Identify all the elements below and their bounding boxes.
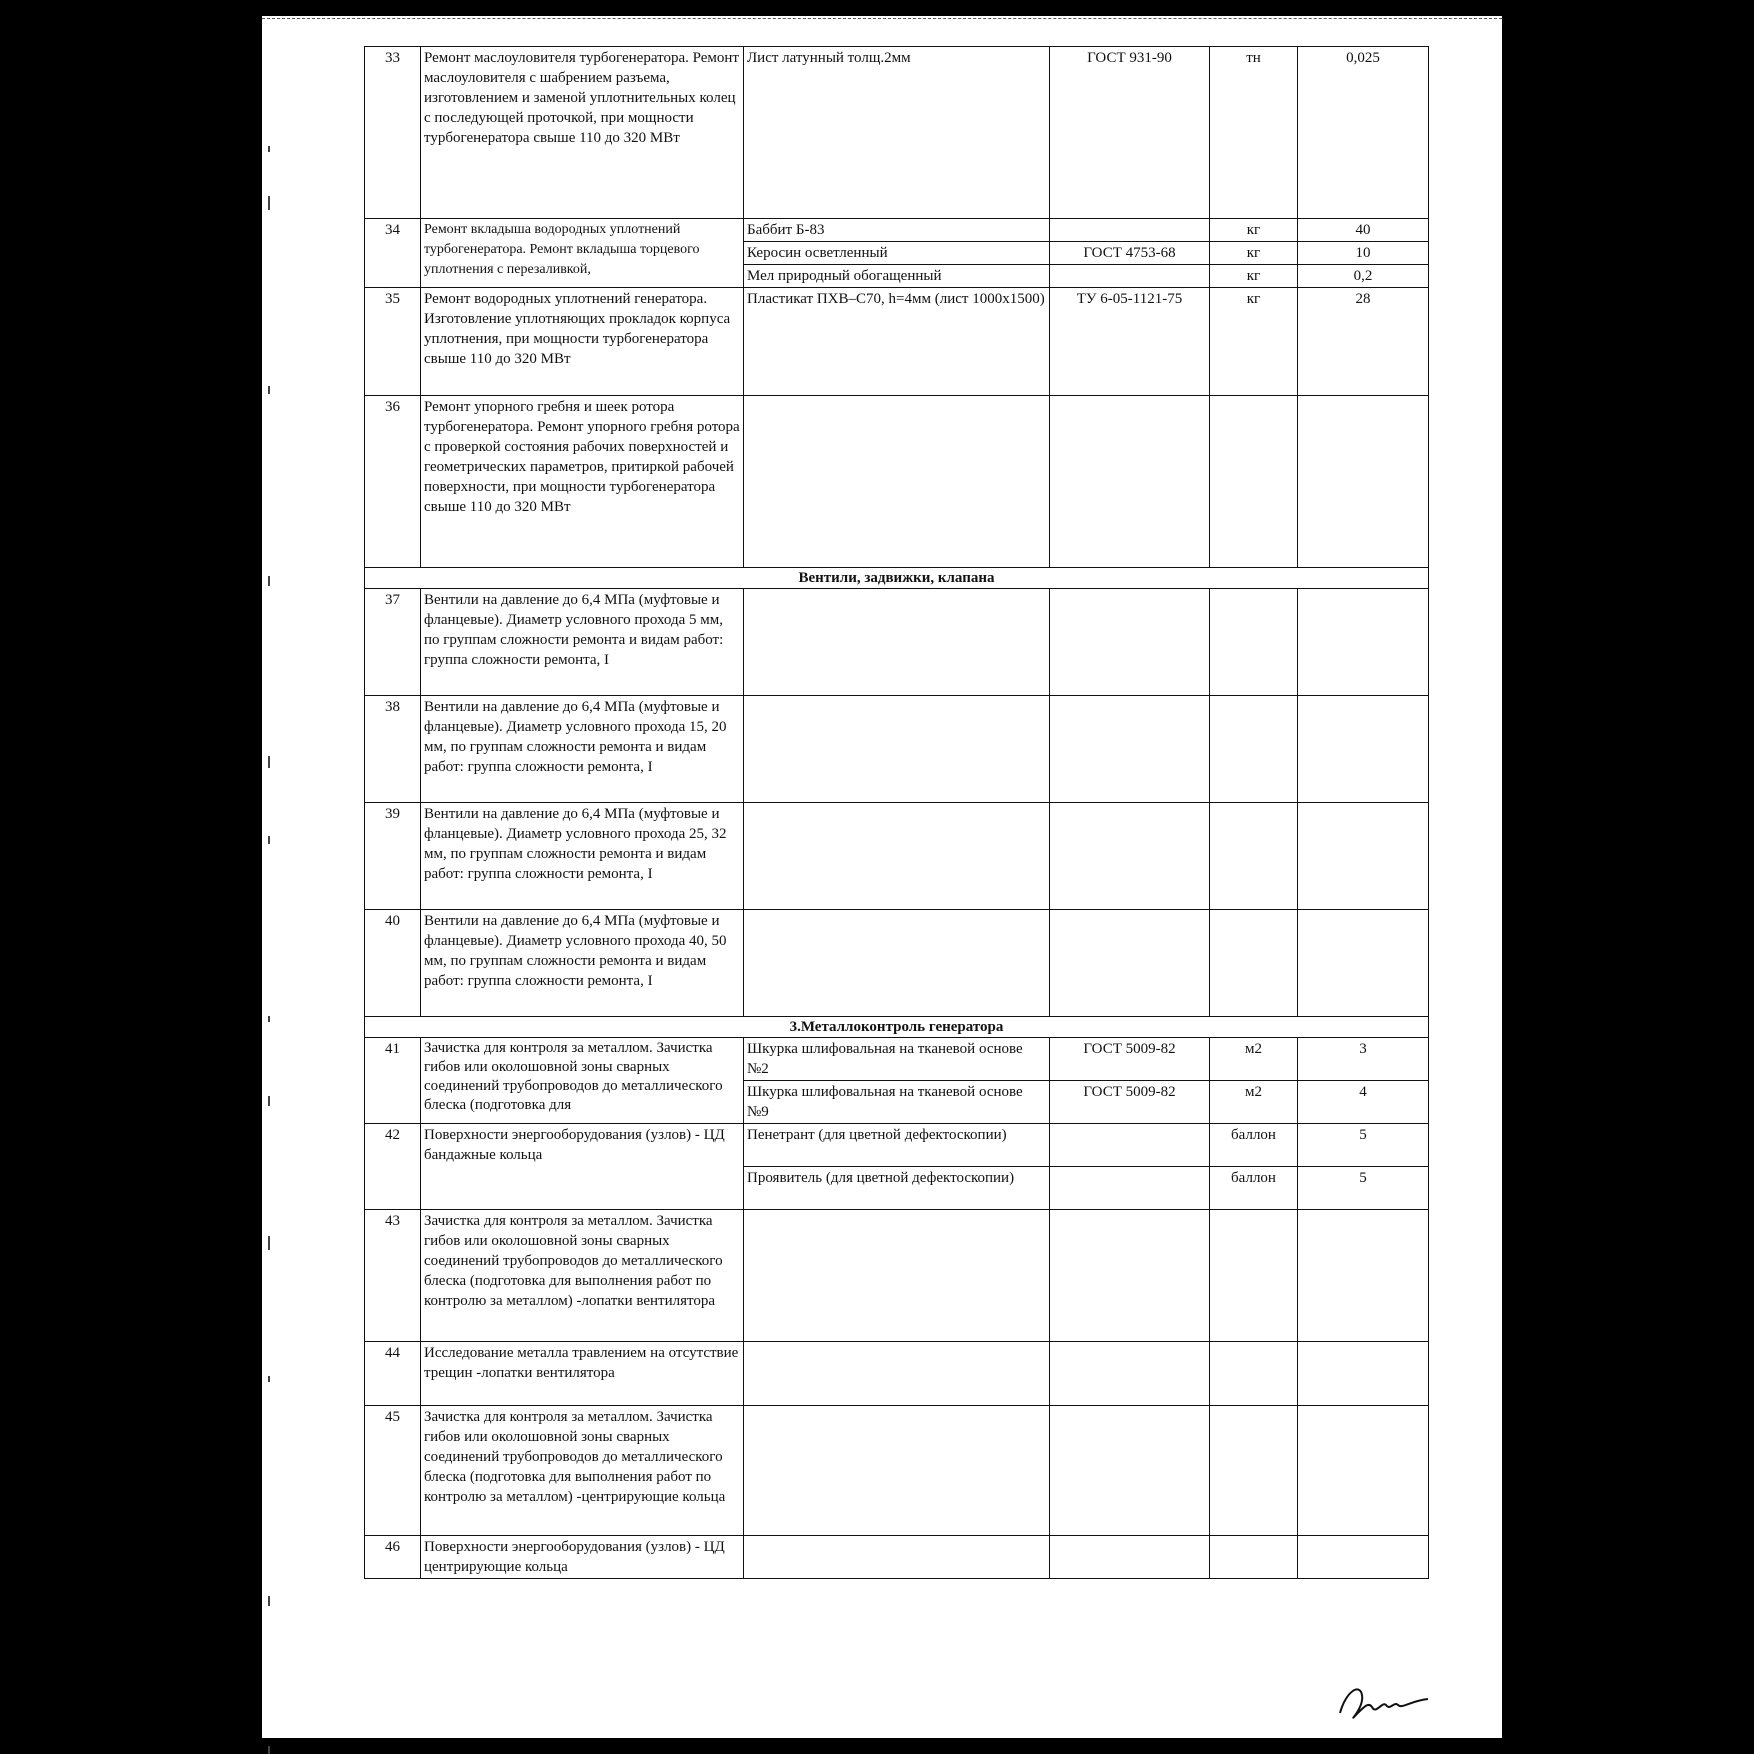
material-unit: м2: [1210, 1081, 1298, 1124]
work-description: Вентили на давление до 6,4 МПа (муфтовые и фланцевые). Диаметр условного прохода 40, 50 мм, по группам сложности ремонта и видам работ: группа сложности ремонта, I: [421, 910, 744, 1017]
row-number: 39: [365, 803, 421, 910]
material-standard: ГОСТ 5009-82: [1050, 1038, 1210, 1081]
material-name: Мел природный обогащенный: [744, 265, 1050, 288]
material-unit: м2: [1210, 1038, 1298, 1081]
material-unit: кг: [1210, 265, 1298, 288]
table-row: [365, 589, 1429, 696]
work-description: Исследование металла травлением на отсутствие трещин -лопатки вентилятора: [421, 1342, 744, 1406]
material-name: Пластикат ПХВ–С70, h=4мм (лист 1000х1500): [744, 288, 1050, 396]
material-standard: ГОСТ 5009-82: [1050, 1081, 1210, 1124]
material-standard: [1050, 219, 1210, 242]
row-number: 35: [365, 288, 421, 396]
row-number: 45: [365, 1406, 421, 1536]
row-number: 42: [365, 1124, 421, 1210]
work-description: Ремонт маслоуловителя турбогенератора. Ремонт маслоуловителя с шабрением разъема, изготовлением и заменой уплотнительных колец с последующей проточкой, при мощности турбогенератора свыше 110 до 320 МВт: [421, 47, 744, 219]
table-row: [365, 803, 1429, 910]
table-row: [365, 1210, 1429, 1342]
material-standard: [1050, 265, 1210, 288]
material-name: Керосин осветленный: [744, 242, 1050, 265]
section-title-valves: Вентили, задвижки, клапана: [365, 568, 1429, 589]
material-unit: баллон: [1210, 1124, 1298, 1167]
table-row: [365, 1536, 1429, 1579]
table-row: [365, 396, 1429, 568]
work-description: Вентили на давление до 6,4 МПа (муфтовые и фланцевые). Диаметр условного прохода 15, 20 мм, по группам сложности ремонта и видам работ: группа сложности ремонта, I: [421, 696, 744, 803]
materials-table: [364, 46, 1429, 1579]
work-description: Ремонт вкладыша водородных уплотнений турбогенератора. Ремонт вкладыша торцевого уплотнения с перезаливкой,: [421, 219, 744, 288]
table-row: [365, 288, 1429, 396]
row-number: 46: [365, 1536, 421, 1579]
row-number: 36: [365, 396, 421, 568]
table-row: [365, 910, 1429, 1017]
table-row: [365, 1124, 1429, 1167]
work-description: Вентили на давление до 6,4 МПа (муфтовые и фланцевые). Диаметр условного прохода 5 мм, по группам сложности ремонта и видам работ: группа сложности ремонта, I: [421, 589, 744, 696]
row-number: 38: [365, 696, 421, 803]
material-name: Лист латунный толщ.2мм: [744, 47, 1050, 219]
material-unit: кг: [1210, 242, 1298, 265]
section-title-metal-control: 3.Металлоконтроль генератора: [365, 1017, 1429, 1038]
material-standard: [1050, 1167, 1210, 1210]
material-quantity: 40: [1298, 219, 1429, 242]
work-description: Ремонт водородных уплотнений генератора. Изготовление уплотняющих прокладок корпуса уплотнения, при мощности турбогенератора свыше 110 до 320 МВт: [421, 288, 744, 396]
document-page: [262, 16, 1502, 1738]
material-quantity: 5: [1298, 1124, 1429, 1167]
work-description: Вентили на давление до 6,4 МПа (муфтовые и фланцевые). Диаметр условного прохода 25, 32 мм, по группам сложности ремонта и видам работ: группа сложности ремонта, I: [421, 803, 744, 910]
material-quantity: 10: [1298, 242, 1429, 265]
table-row: [365, 1038, 1429, 1081]
work-description: Зачистка для контроля за металлом. Зачистка гибов или околошовной зоны сварных соединений трубопроводов до металлического блеска (подготовка для выполнения работ по контролю за металлом) -лопатки вентилятора: [421, 1210, 744, 1342]
table-row: [365, 696, 1429, 803]
material-standard: [1050, 1124, 1210, 1167]
material-quantity: 5: [1298, 1167, 1429, 1210]
material-quantity: 3: [1298, 1038, 1429, 1081]
scan-margin-marks: [268, 56, 274, 1736]
row-number: 33: [365, 47, 421, 219]
work-description: Поверхности энергооборудования (узлов) - ЦД бандажные кольца: [421, 1124, 744, 1210]
material-name: Пенетрант (для цветной дефектоскопии): [744, 1124, 1050, 1167]
material-name: Шкурка шлифовальная на тканевой основе №2: [744, 1038, 1050, 1081]
material-standard: ГОСТ 4753-68: [1050, 242, 1210, 265]
work-description: Ремонт упорного гребня и шеек ротора турбогенератора. Ремонт упорного гребня ротора с проверкой состояния рабочих поверхностей и геометрических параметров, притиркой рабочей поверхности, при мощности турбогенератора свыше 110 до 320 МВт: [421, 396, 744, 568]
row-number: 34: [365, 219, 421, 288]
work-description: Поверхности энергооборудования (узлов) - ЦД центрирующие кольца: [421, 1536, 744, 1579]
table-row: [365, 47, 1429, 219]
row-number: 40: [365, 910, 421, 1017]
row-number: 43: [365, 1210, 421, 1342]
material-name: Баббит Б-83: [744, 219, 1050, 242]
material-name: Шкурка шлифовальная на тканевой основе №9: [744, 1081, 1050, 1124]
work-description: Зачистка для контроля за металлом. Зачистка гибов или околошовной зоны сварных соединений трубопроводов до металлического блеска (подготовка для выполнения работ по контролю за металлом) -центрирующие кольца: [421, 1406, 744, 1536]
material-unit: тн: [1210, 47, 1298, 219]
material-unit: кг: [1210, 219, 1298, 242]
material-quantity: 4: [1298, 1081, 1429, 1124]
work-description: Зачистка для контроля за металлом. Зачистка гибов или околошовной зоны сварных соединений трубопроводов до металлического блеска (подготовка для: [421, 1038, 744, 1124]
material-quantity: 0,2: [1298, 265, 1429, 288]
signature-mark: [1332, 1671, 1442, 1731]
section-header: [365, 1017, 1429, 1038]
material-unit: кг: [1210, 288, 1298, 396]
material-standard: ТУ 6-05-1121-75: [1050, 288, 1210, 396]
material-standard: ГОСТ 931-90: [1050, 47, 1210, 219]
material-quantity: 28: [1298, 288, 1429, 396]
row-number: 37: [365, 589, 421, 696]
table-row: [365, 1342, 1429, 1406]
material-unit: баллон: [1210, 1167, 1298, 1210]
row-number: 44: [365, 1342, 421, 1406]
row-number: 41: [365, 1038, 421, 1124]
table-row: [365, 1406, 1429, 1536]
material-name: Проявитель (для цветной дефектоскопии): [744, 1167, 1050, 1210]
page-top-border: [262, 18, 1502, 19]
table-row: [365, 219, 1429, 242]
section-header: [365, 568, 1429, 589]
material-quantity: 0,025: [1298, 47, 1429, 219]
